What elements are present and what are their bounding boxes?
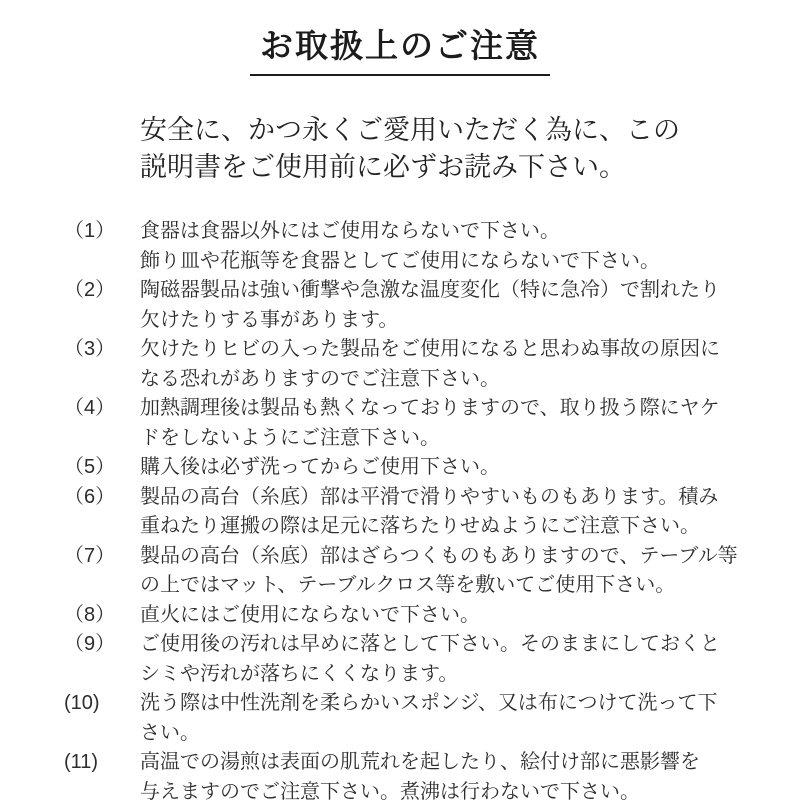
precaution-item (64, 335, 760, 394)
precaution-item (64, 217, 760, 276)
item-text-line: 欠けたりする事があります。 (140, 306, 760, 336)
item-text-line: 製品の高台（糸底）部はざらつくものもありますので、テーブル等 (140, 542, 760, 572)
intro-line-1: 安全に、かつ永くご愛用いただく為に、この (140, 115, 680, 145)
item-text (140, 630, 760, 689)
item-text (140, 276, 760, 335)
precaution-item (64, 601, 760, 631)
title-wrap (0, 0, 800, 76)
item-text-line: 飾り皿や花瓶等を食器としてご使用にならないで下さい。 (140, 247, 760, 277)
precaution-item (64, 689, 760, 748)
precaution-item (64, 394, 760, 453)
item-text (140, 601, 760, 631)
item-text-line: さい。 (140, 719, 760, 749)
page-title: お取扱上のご注意 (250, 20, 550, 76)
item-text-line: 重ねたり運搬の際は足元に落ちたりせぬようにご注意下さい。 (140, 512, 760, 542)
item-number: （5） (64, 453, 140, 483)
item-text (140, 542, 760, 601)
item-text-line: 購入後は必ず洗ってからご使用下さい。 (140, 453, 760, 483)
precautions-list (64, 217, 760, 807)
item-number: （7） (64, 542, 140, 572)
item-number: （6） (64, 483, 140, 513)
item-text-line: 加熱調理後は製品も熱くなっておりますので、取り扱う際にヤケ (140, 394, 760, 424)
precaution-item (64, 630, 760, 689)
item-number: （3） (64, 335, 140, 365)
item-text-line: 高温での湯煎は表面の肌荒れを起したり、絵付け部に悪影響を (140, 748, 760, 778)
precaution-item (64, 276, 760, 335)
item-text (140, 335, 760, 394)
item-number: （1） (64, 217, 140, 247)
item-text (140, 453, 760, 483)
item-text-line: 食器は食器以外にはご使用ならないで下さい。 (140, 217, 760, 247)
item-number: （8） (64, 601, 140, 631)
item-text-line: の上ではマット、テーブルクロス等を敷いてご使用下さい。 (140, 571, 760, 601)
item-number: (10) (64, 689, 140, 719)
item-text-line: 直火にはご使用にならないで下さい。 (140, 601, 760, 631)
item-number: （4） (64, 394, 140, 424)
item-number: （2） (64, 276, 140, 306)
precaution-item (64, 542, 760, 601)
item-text-line: 製品の高台（糸底）部は平滑で滑りやすいものもあります。積み (140, 483, 760, 513)
precaution-item (64, 748, 760, 807)
precaution-item (64, 483, 760, 542)
item-text-line: 陶磁器製品は強い衝撃や急激な温度変化（特に急冷）で割れたり (140, 276, 760, 306)
item-text-line: ドをしないようにご注意下さい。 (140, 424, 760, 454)
item-text (140, 483, 760, 542)
intro-text (140, 112, 744, 186)
item-text-line: 与えますのでご注意下さい。煮沸は行わないで下さい。 (140, 778, 760, 807)
item-text (140, 217, 760, 276)
item-text (140, 689, 760, 748)
item-text-line: なる恐れがありますのでご注意下さい。 (140, 365, 760, 395)
item-text-line: 欠けたりヒビの入った製品をご使用になると思わぬ事故の原因に (140, 335, 760, 365)
item-text (140, 748, 760, 807)
item-number: （9） (64, 630, 140, 660)
intro-line-2: 説明書をご使用前に必ずお読み下さい。 (140, 152, 626, 182)
item-text-line: シミや汚れが落ちにくくなります。 (140, 660, 760, 690)
item-text (140, 394, 760, 453)
item-text-line: ご使用後の汚れは早めに落として下さい。そのままにしておくと (140, 630, 760, 660)
item-text-line: 洗う際は中性洗剤を柔らかいスポンジ、又は布につけて洗って下 (140, 689, 760, 719)
precaution-item (64, 453, 760, 483)
item-number: (11) (64, 748, 140, 778)
